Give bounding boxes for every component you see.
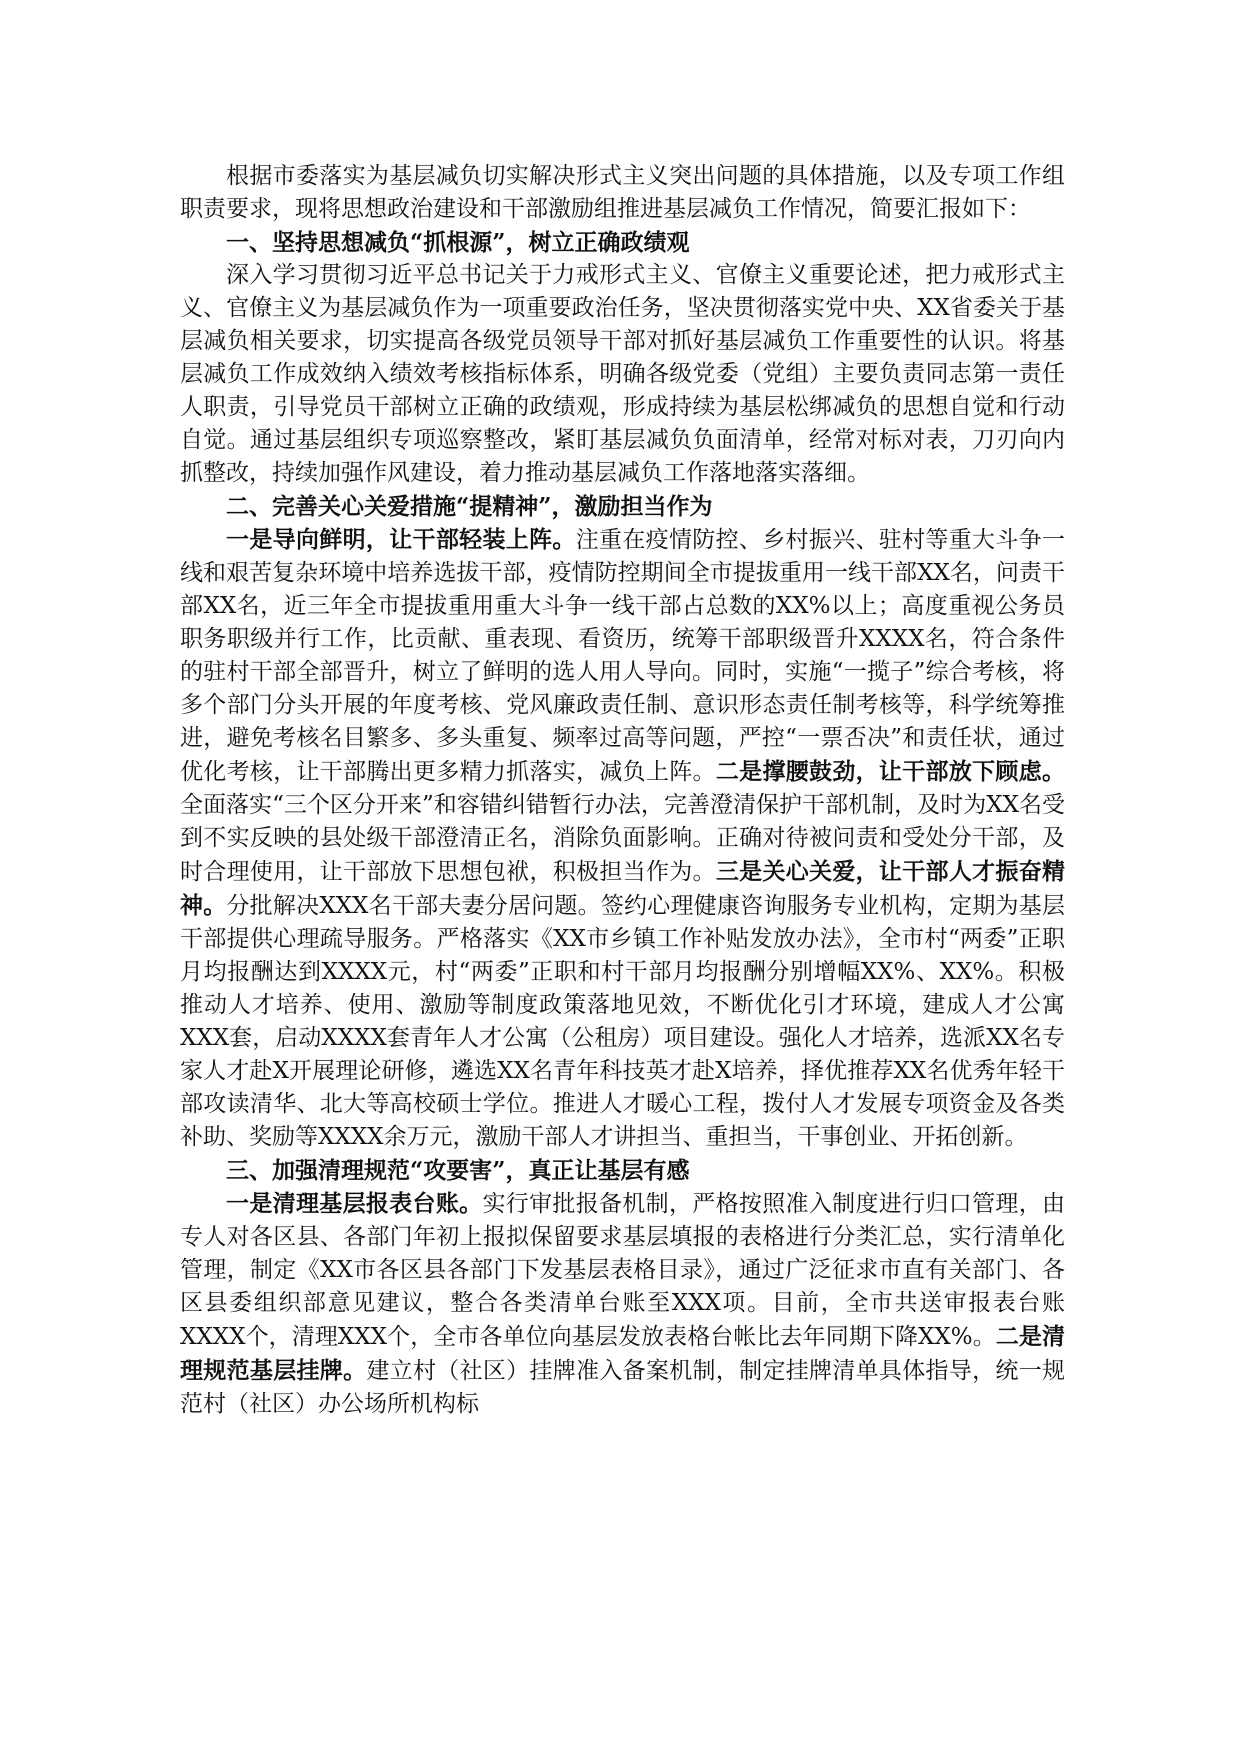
section-2-heading: 二、完善关心关爱措施“提精神”，激励担当作为 bbox=[226, 493, 713, 520]
section-2-text-3: 分批解决XXX名干部夫妻分居问题。签约心理健康咨询服务专业机构，定期为基层干部提供心理疏导服务。严格落实《XX市乡镇工作补贴发放办法》，全市村“两委”正职月均报酬达到XXXX元，村“两委”正职和村干部月均报酬分别增幅XX%、XX%。积极推动人才培养、使用、激励等制度政策落地见效，不断优化引才环境，建成人才公寓XXX套，启动XXXX套青年人才公寓（公租房）项目建设。强化人才培养，选派XX名专家人才赴X开展理论研修，遴选XX名青年科技英才赴X培养，择优推荐XX名优秀年轻干部攻读清华、北大等高校硕士学位。推进人才暖心工程，拨付人才发展专项资金及各类补助、奖励等XXXX余万元，激励干部人才讲担当、重担当，干事创业、开拓创新。 bbox=[180, 893, 1065, 1150]
section-2-lead-1: 一是导向鲜明，让干部轻装上阵。 bbox=[226, 526, 576, 553]
section-3-heading: 三、加强清理规范“攻要害”，真正让基层有感 bbox=[226, 1157, 690, 1184]
section-1-paragraph: 深入学习贯彻习近平总书记关于力戒形式主义、官僚主义重要论述，把力戒形式主义、官僚主义为基层减负作为一项重要政治任务，坚决贯彻落实党中央、XX省委关于基层减负相关要求，切实提高各级党员领导干部对抓好基层减负工作重要性的认识。将基层减负工作成效纳入绩效考核指标体系，明确各级党委（党组）主要负责同志第一责任人职责，引导党员干部树立正确的政绩观，形成持续为基层松绑减负的思想自觉和行动自觉。通过基层组织专项巡察整改，紧盯基层减负负面清单，经常对标对表，刀刃向内抓整改，持续加强作风建设，着力推动基层减负工作落地落实落细。 bbox=[180, 262, 1065, 486]
section-3-text-1: 实行审批报备机制，严格按照准入制度进行归口管理，由专人对各区县、各部门年初上报拟保留要求基层填报的表格进行分类汇总，实行清单化管理，制定《XX市各区县各部门下发基层表格目录》，通过广泛征求市直有关部门、各区县委组织部意见建议，整合各类清单台账至XXX项。目前，全市共送审报表台账XXXX个，清理XXX个，全市各单位向基层发放表格台帐比去年同期下降XX%。 bbox=[180, 1191, 1066, 1350]
section-2-paragraph bbox=[180, 523, 1065, 1154]
document-page bbox=[180, 160, 1065, 1421]
section-2-lead-3: 三是关心关爱，让干部人才振奋精神。 bbox=[180, 858, 1066, 919]
section-2-lead-2: 二是撑腰鼓劲，让干部放下顾虑。 bbox=[715, 758, 1066, 785]
section-1-heading: 一、坚持思想减负“抓根源”，树立正确政绩观 bbox=[226, 229, 690, 256]
section-3-paragraph bbox=[180, 1187, 1065, 1421]
section-2-text-2: 全面落实“三个区分开来”和容错纠错暂行办法，完善澄清保护干部机制，及时为XX名受到不实反映的县处级干部澄清正名，消除负面影响。正确对待被问责和受处分干部，及时合理使用，让干部放下思想包袱，积极担当作为。 bbox=[180, 792, 1065, 885]
section-3-lead-1: 一是清理基层报表台账。 bbox=[226, 1190, 483, 1217]
section-2-text-1: 注重在疫情防控、乡村振兴、驻村等重大斗争一线和艰苦复杂环境中培养选拔干部，疫情防控期间全市提拔重用一线干部XX名，问责干部XX名，近三年全市提拔重用重大斗争一线干部占总数的XX%以上；高度重视公务员职务职级并行工作，比贡献、重表现、看资历，统筹干部职级晋升XXXX名，符合条件的驻村干部全部晋升，树立了鲜明的选人用人导向。同时，实施“一揽子”综合考核，将多个部门分头开展的年度考核、党风廉政责任制、意识形态责任制考核等，科学统筹推进，避免考核名目繁多、多头重复、频率过高等问题，严控“一票否决”和责任状，通过优化考核，让干部腾出更多精力抓落实，减负上阵。 bbox=[180, 527, 1066, 785]
intro-paragraph: 根据市委落实为基层减负切实解决形式主义突出问题的具体措施，以及专项工作组职责要求，现将思想政治建设和干部激励组推进基层减负工作情况，简要汇报如下： bbox=[180, 163, 1065, 222]
section-3-lead-2: 二是清理规范基层挂牌。 bbox=[180, 1323, 1065, 1384]
section-3-text-2: 建立村（社区）挂牌准入备案机制，制定挂牌清单具体指导，统一规范村（社区）办公场所机构标 bbox=[180, 1358, 1066, 1417]
